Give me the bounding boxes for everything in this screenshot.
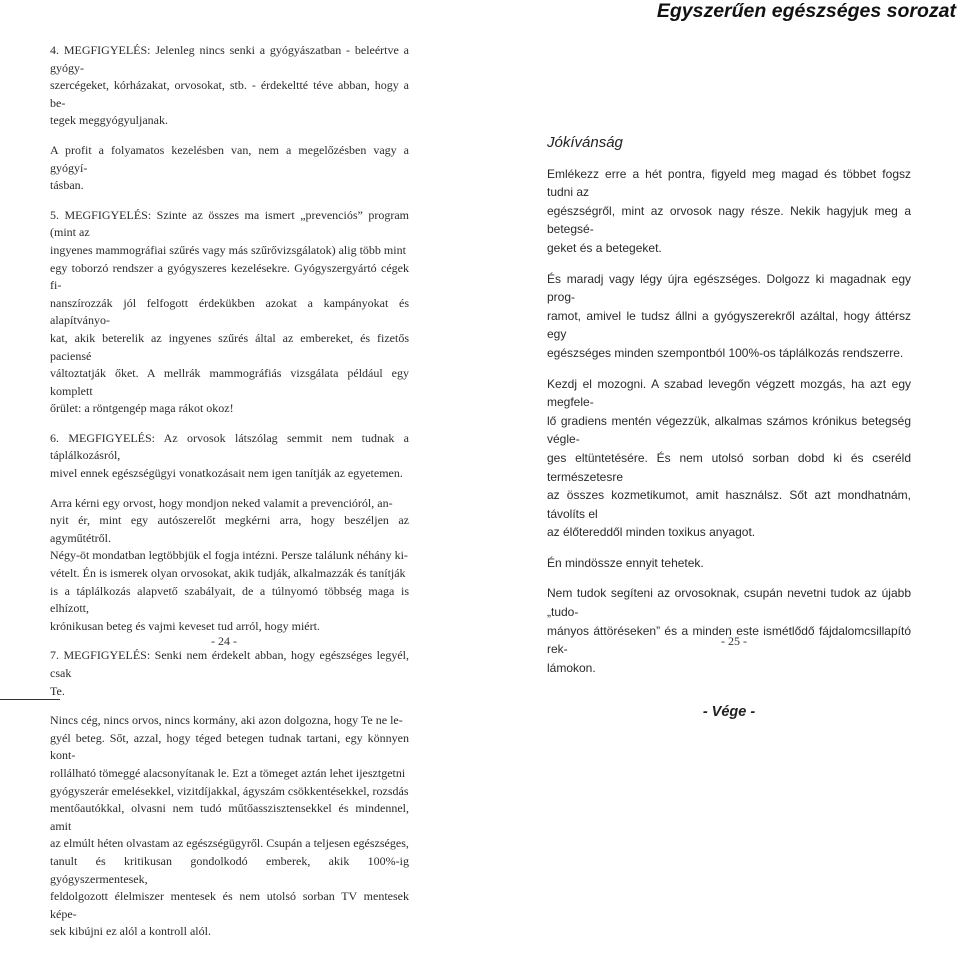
paragraph-control: Nincs cég, nincs orvos, nincs kormány, aki azon dolgozna, hogy Te ne le- gyél beteg. Sőt, azzal, hogy téged betegen tudnak tartani, egy könnyen kont- rollálható tömeggé alacsonyítanak le. Ezt a tömeget aztán lehet ijesztgetni gyógyszerár emelésekkel, vizitdíjakkal, ágyszám csökkentésekkel, rozsdás mentőautókkal, olvasni nem tudó műtőasszisztensekkel és mindennel, amit az elmúlt héten olvastam az egészségügyről. Csupán a teljesen egészséges, tanult és kritikusan gondolkodó emberek, akik 100%-ig gyógyszermentesek, feldolgozott élelmiszer mentesek és nem utolsó sorban TV mentesek képe- sek kibújni ez alól a kontroll alól. [50,713,409,939]
paragraph-observation-5: 5. MEGFIGYELÉS: Szinte az összes ma ismert „prevenciós” program (mint az ingyenes mammográfiai szűrés vagy más szűrővizsgálatok) alig több mint egy toborzó rendszer a gyógyszeres kezelésekre. Gyógyszergyártó cégek fi- nanszírozzák jól felfogott érdekükben azokat a kampányokat és alapítványo- kat, akik beterelik az ingyenes szűrés által az embereket, és fizetős paciensé változtatják őket. A mellrák mammográfiás vizsgálata például egy komplett őrület: a röntgengép maga rákot okoz! [50,207,409,416]
paragraph-observation-4: 4. MEGFIGYELÉS: Jelenleg nincs senki a gyógyászatban - beleértve a gyógy- szercégeket, kórházakat, orvosokat, stb. - érdekeltté téve abban, hogy a be- tegek meggyógyuljanak. [50,43,409,128]
page-number-left: - 24 - [211,634,237,648]
ending-text: - Vége - [702,704,756,721]
paragraph-move: Kezdj el mozogni. A szabad levegőn végzett mozgás, ha azt egy megfele- lő gradiens mentén végezzük, alkalmas számos krónikus betegség végle- ges eltüntetésére. És nem utolsó sorban dobd ki és cseréld természetesre az összes kozmetikumot, amit használsz. Sőt azt mondhatnám, távolíts el az élőtereddől minden toxikus anyagot. [547,376,911,540]
series-title: Egyszerűen egészséges sorozat [656,0,956,22]
paragraph-observation-7: 7. MEGFIGYELÉS: Senki nem érdekelt abban, hogy egészséges legyél, csak Te. [50,648,409,698]
paragraph-doctors: Arra kérni egy orvost, hogy mondjon neked valamit a prevencióról, an- nyit ér, mint egy autószerelőt megkérni arra, hogy beszéljen az agyműtétről. Négy-öt mondatban legtöbbjük el fogja intézni. Persze találunk néhány ki- vételt. Én is ismerek olyan orvosokat, akik tudják, alkalmazzák és tanítják is a táplálkozás alapvető szabályait, de a túlnyomó többség maga is elhízott, krónikusan beteg és vajmi keveset tud arról, hogy miért. [50,495,409,633]
paragraph-observation-6: 6. MEGFIGYELÉS: Az orvosok látszólag semmit nem tudnak a táplálkozásról, mivel ennek egészségügyi vonatkozásait nem igen tanítják az egyetemen. [50,430,409,481]
paragraph-stay-healthy: És maradj vagy légy újra egészséges. Dolgozz ki magadnak egy prog- ramot, amivel le tudsz állni a gyógyszerekről azáltal, hogy áttérsz egy egészséges minden szempontból 100%-os táplálkozás rendszerre. [547,271,911,360]
footer-rule [0,699,60,700]
right-page-text [547,128,911,722]
section-heading: Jókívánság [547,134,623,151]
paragraph-cannot-help: Nem tudok segíteni az orvosoknak, csupán nevetni tudok az újabb „tudo- mányos áttöréseken” és a minden este ismétlődő fájdalomcsillapító rek- lámokon. [547,586,911,675]
paragraph-remember: Emlékezz erre a hét pontra, figyeld meg magad és többet fogsz tudni az egészségről, mint az orvosok nagy része. Nekik hagyjuk meg a betegsé- geket és a betegeket. [547,166,911,255]
paragraph-profit: A profit a folyamatos kezelésben van, nem a megelőzésben vagy a gyógyí- tásban. [50,142,409,193]
paragraph-all-i-can: Én mindössze ennyit tehetek. [547,555,704,570]
page-number-right: - 25 - [721,634,747,648]
left-page-text [50,42,409,953]
